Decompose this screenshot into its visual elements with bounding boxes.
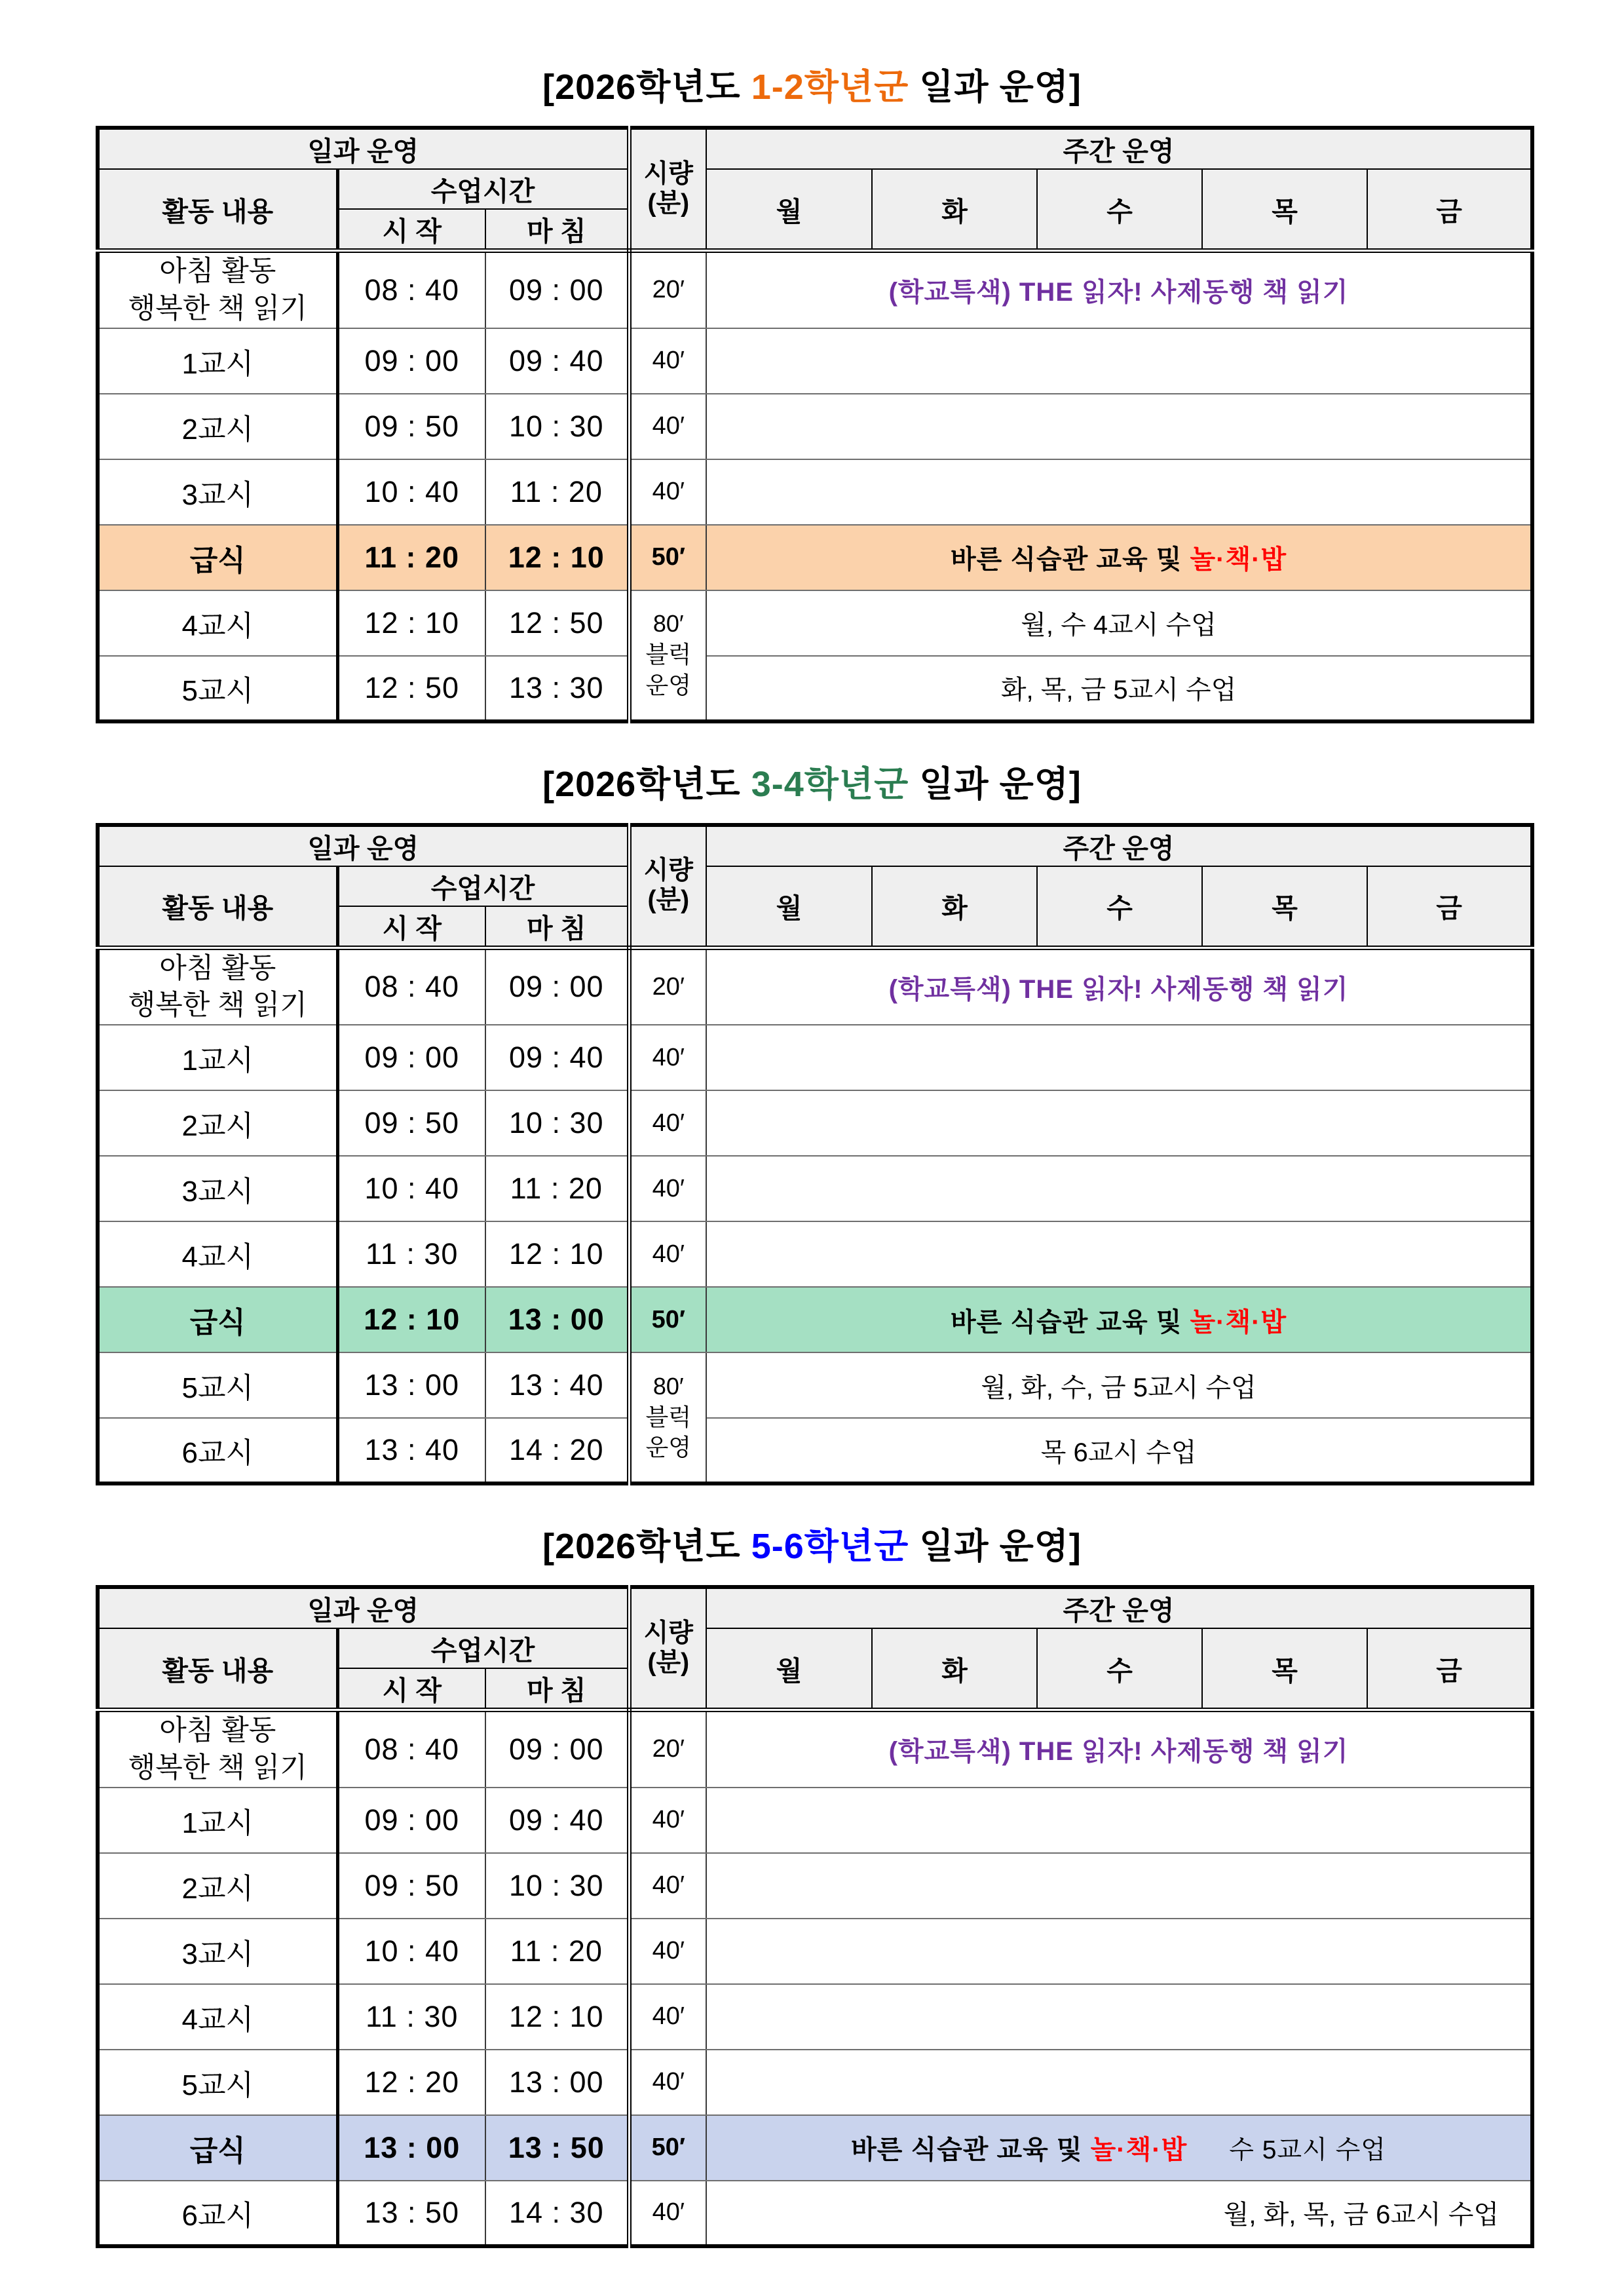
end-time: 13 : 50: [485, 2115, 629, 2181]
header-daily-operation: 일과 운영: [98, 1587, 629, 1628]
header-activity: 활동 내용: [98, 1628, 337, 1710]
table-row: [98, 1710, 1532, 1788]
header-day-thu: 목: [1202, 169, 1367, 251]
weekly-empty-cell: [706, 459, 1532, 525]
duration: 20′: [629, 251, 706, 328]
table-row: [98, 251, 1532, 328]
start-time: 12 : 20: [337, 2050, 485, 2115]
header-duration-line2: (분): [647, 886, 690, 914]
block-duration: 80′: [652, 610, 684, 638]
title-accent-grade-3-4: 3-4학년군: [751, 764, 909, 804]
table-row: [98, 1628, 1532, 1668]
lunch-label: 급식: [98, 1287, 337, 1352]
weekly-lunch-note: [706, 1287, 1532, 1352]
start-time: 09 : 00: [337, 1025, 485, 1090]
header-weekly-operation: 주간 운영: [706, 1587, 1532, 1628]
end-time: 13 : 30: [485, 656, 629, 721]
header-day-mon: 월: [706, 169, 872, 251]
start-time: 13 : 50: [337, 2181, 485, 2246]
end-time: 09 : 40: [485, 1788, 629, 1853]
end-time: 12 : 10: [485, 1984, 629, 2050]
header-end: 마 침: [485, 906, 629, 948]
table-row-lunch: [98, 1287, 1532, 1352]
end-time: 13 : 00: [485, 2050, 629, 2115]
lunch-education-text: 바른 식습관 교육 및: [851, 2135, 1091, 2164]
schedule-table-grade-3-4: [96, 823, 1534, 1486]
end-time: 14 : 30: [485, 2181, 629, 2246]
period-label: [98, 251, 337, 328]
header-day-wed: 수: [1037, 169, 1202, 251]
header-activity: 활동 내용: [98, 169, 337, 251]
table-row-lunch: [98, 525, 1532, 590]
weekly-empty-cell: [706, 2050, 1532, 2115]
weekly-note: 목 6교시 수업: [706, 1418, 1532, 1483]
header-day-tue: 화: [872, 169, 1037, 251]
header-day-tue: 화: [872, 866, 1037, 948]
period-label: 4교시: [98, 1984, 337, 2050]
duration: 40′: [629, 1853, 706, 1919]
start-time: 12 : 10: [337, 590, 485, 656]
weekly-lunch-note: [706, 525, 1532, 590]
end-time: 12 : 50: [485, 590, 629, 656]
lunch-education-text: 바른 식습관 교육 및: [950, 1307, 1190, 1337]
start-time: 12 : 50: [337, 656, 485, 721]
header-start: 시 작: [337, 906, 485, 948]
weekly-empty-cell: [706, 1025, 1532, 1090]
start-time: 09 : 50: [337, 394, 485, 459]
period-label: 2교시: [98, 394, 337, 459]
table-row: [98, 590, 1532, 656]
period-label: 1교시: [98, 328, 337, 394]
end-time: 09 : 40: [485, 1025, 629, 1090]
title-accent-grade-5-6: 5-6학년군: [751, 1527, 909, 1566]
start-time: 08 : 40: [337, 947, 485, 1025]
header-day-thu: 목: [1202, 866, 1367, 948]
weekly-empty-cell: [706, 1984, 1532, 2050]
end-time: 13 : 40: [485, 1352, 629, 1418]
lunch-highlight-text: 놀·책·밥: [1190, 545, 1287, 574]
duration: 40′: [629, 328, 706, 394]
page-title-grade-5-6: [0, 1525, 1624, 1568]
period-label: 4교시: [98, 1221, 337, 1287]
block-duration: 80′: [652, 1372, 684, 1400]
period-label: 6교시: [98, 2181, 337, 2246]
header-duration-minutes: [629, 1587, 706, 1710]
duration: 40′: [629, 1984, 706, 2050]
table-row: [98, 1853, 1532, 1919]
period-label: [98, 1710, 337, 1788]
weekly-note: 월, 화, 목, 금 6교시 수업: [706, 2181, 1532, 2246]
header-start: 시 작: [337, 1668, 485, 1710]
header-day-fri: 금: [1367, 1628, 1532, 1710]
duration: 40′: [629, 1919, 706, 1984]
start-time: 08 : 40: [337, 251, 485, 328]
block-word1: 블럭: [645, 641, 692, 668]
table-row: [98, 866, 1532, 906]
table-row: [98, 1788, 1532, 1853]
table-row: [98, 128, 1532, 169]
header-duration-line1: 시량: [643, 1618, 693, 1647]
period-label-line1: 아침 활동: [159, 952, 276, 984]
header-day-mon: 월: [706, 1628, 872, 1710]
title-prefix: [2026학년도: [542, 67, 751, 107]
duration: 20′: [629, 947, 706, 1025]
header-weekly-operation: 주간 운영: [706, 128, 1532, 169]
period-label: 3교시: [98, 459, 337, 525]
end-time: 12 : 10: [485, 525, 629, 590]
table-row: [98, 1352, 1532, 1418]
period-label-line2: 행복한 책 읽기: [128, 989, 307, 1022]
header-day-wed: 수: [1037, 866, 1202, 948]
duration: 50′: [629, 1287, 706, 1352]
weekly-note: 월, 수 4교시 수업: [706, 590, 1532, 656]
period-label: 3교시: [98, 1919, 337, 1984]
period-label: 1교시: [98, 1788, 337, 1853]
title-prefix: [2026학년도: [542, 764, 751, 804]
header-duration-line2: (분): [647, 189, 690, 218]
header-activity: 활동 내용: [98, 866, 337, 948]
header-duration-minutes: [629, 825, 706, 948]
end-time: 09 : 40: [485, 328, 629, 394]
weekly-empty-cell: [706, 1919, 1532, 1984]
start-time: 13 : 00: [337, 1352, 485, 1418]
header-duration-line2: (분): [647, 1648, 690, 1677]
header-day-mon: 월: [706, 866, 872, 948]
weekly-empty-cell: [706, 1853, 1532, 1919]
schedule-table-grade-1-2: [96, 126, 1534, 723]
block-word1: 블럭: [645, 1403, 692, 1430]
start-time: 10 : 40: [337, 1156, 485, 1221]
start-time: 09 : 00: [337, 1788, 485, 1853]
table-row: [98, 1025, 1532, 1090]
start-time: 11 : 20: [337, 525, 485, 590]
header-day-fri: 금: [1367, 866, 1532, 948]
header-daily-operation: 일과 운영: [98, 128, 629, 169]
table-row: [98, 1984, 1532, 2050]
page-title-grade-1-2: [0, 0, 1624, 109]
duration: 40′: [629, 1788, 706, 1853]
table-row: [98, 2181, 1532, 2246]
header-daily-operation: 일과 운영: [98, 825, 629, 866]
duration-block-cell: [629, 590, 706, 721]
table-row: [98, 2050, 1532, 2115]
header-end: 마 침: [485, 1668, 629, 1710]
duration: 40′: [629, 2050, 706, 2115]
duration: 40′: [629, 1221, 706, 1287]
table-row: [98, 169, 1532, 209]
table-row: [98, 1090, 1532, 1156]
weekly-note: 화, 목, 금 5교시 수업: [706, 656, 1532, 721]
start-time: 09 : 50: [337, 1090, 485, 1156]
end-time: 09 : 00: [485, 947, 629, 1025]
start-time: 12 : 10: [337, 1287, 485, 1352]
weekly-empty-cell: [706, 1788, 1532, 1853]
header-class-time: 수업시간: [337, 1628, 629, 1668]
start-time: 10 : 40: [337, 459, 485, 525]
weekly-empty-cell: [706, 394, 1532, 459]
table-row: [98, 1221, 1532, 1287]
period-label: 5교시: [98, 2050, 337, 2115]
title-suffix: 일과 운영]: [909, 67, 1082, 107]
end-time: 10 : 30: [485, 1853, 629, 1919]
header-duration-line1: 시량: [643, 159, 693, 188]
end-time: 09 : 00: [485, 251, 629, 328]
lunch-highlight-text: 놀·책·밥: [1190, 1307, 1287, 1337]
header-class-time: 수업시간: [337, 866, 629, 906]
period-label-line2: 행복한 책 읽기: [128, 292, 307, 324]
period-label: 3교시: [98, 1156, 337, 1221]
header-day-fri: 금: [1367, 169, 1532, 251]
weekly-reading-program: (학교특색) THE 읽자! 사제동행 책 읽기: [706, 1710, 1532, 1788]
period-label-line2: 행복한 책 읽기: [128, 1751, 307, 1784]
period-label: 5교시: [98, 1352, 337, 1418]
header-end: 마 침: [485, 209, 629, 251]
end-time: 09 : 00: [485, 1710, 629, 1788]
lunch-weekly-note: 수 5교시 수업: [1229, 2136, 1386, 2164]
lunch-label: 급식: [98, 525, 337, 590]
period-label: 1교시: [98, 1025, 337, 1090]
table-row-lunch: [98, 2115, 1532, 2181]
table-row: [98, 825, 1532, 866]
duration: 40′: [629, 1156, 706, 1221]
end-time: 10 : 30: [485, 1090, 629, 1156]
lunch-education-text: 바른 식습관 교육 및: [950, 545, 1190, 574]
table-row: [98, 1418, 1532, 1483]
duration: 50′: [629, 2115, 706, 2181]
header-duration-minutes: [629, 128, 706, 251]
header-day-thu: 목: [1202, 1628, 1367, 1710]
duration: 50′: [629, 525, 706, 590]
weekly-reading-program: (학교특색) THE 읽자! 사제동행 책 읽기: [706, 251, 1532, 328]
duration: 20′: [629, 1710, 706, 1788]
title-suffix: 일과 운영]: [909, 764, 1082, 804]
table-row: [98, 394, 1532, 459]
weekly-note: 월, 화, 수, 금 5교시 수업: [706, 1352, 1532, 1418]
end-time: 11 : 20: [485, 1919, 629, 1984]
weekly-empty-cell: [706, 1156, 1532, 1221]
duration: 40′: [629, 1025, 706, 1090]
duration: 40′: [629, 2181, 706, 2246]
period-label: [98, 947, 337, 1025]
period-label-line1: 아침 활동: [159, 256, 276, 287]
table-row: [98, 459, 1532, 525]
table-row: [98, 1587, 1532, 1628]
start-time: 11 : 30: [337, 1984, 485, 2050]
title-prefix: [2026학년도: [542, 1527, 751, 1566]
duration-block-cell: [629, 1352, 706, 1483]
header-start: 시 작: [337, 209, 485, 251]
weekly-empty-cell: [706, 1090, 1532, 1156]
page-title-grade-3-4: [0, 763, 1624, 806]
start-time: 13 : 00: [337, 2115, 485, 2181]
lunch-label: 급식: [98, 2115, 337, 2181]
duration: 40′: [629, 459, 706, 525]
table-row: [98, 1919, 1532, 1984]
table-row: [98, 947, 1532, 1025]
end-time: 13 : 00: [485, 1287, 629, 1352]
table-row: [98, 1156, 1532, 1221]
period-label: 5교시: [98, 656, 337, 721]
header-weekly-operation: 주간 운영: [706, 825, 1532, 866]
table-row: [98, 656, 1532, 721]
period-label: 2교시: [98, 1853, 337, 1919]
weekly-reading-program: (학교특색) THE 읽자! 사제동행 책 읽기: [706, 947, 1532, 1025]
end-time: 11 : 20: [485, 459, 629, 525]
header-day-wed: 수: [1037, 1628, 1202, 1710]
table-row: [98, 328, 1532, 394]
lunch-highlight-text: 놀·책·밥: [1090, 2135, 1188, 2164]
end-time: 11 : 20: [485, 1156, 629, 1221]
header-day-tue: 화: [872, 1628, 1037, 1710]
start-time: 13 : 40: [337, 1418, 485, 1483]
period-label-line1: 아침 활동: [159, 1715, 276, 1746]
block-word2: 운영: [645, 1434, 692, 1461]
duration: 40′: [629, 394, 706, 459]
start-time: 11 : 30: [337, 1221, 485, 1287]
weekly-empty-cell: [706, 1221, 1532, 1287]
end-time: 14 : 20: [485, 1418, 629, 1483]
header-duration-line1: 시량: [643, 856, 693, 885]
period-label: 4교시: [98, 590, 337, 656]
start-time: 08 : 40: [337, 1710, 485, 1788]
start-time: 09 : 00: [337, 328, 485, 394]
weekly-lunch-note: [706, 2115, 1532, 2181]
title-accent-grade-1-2: 1-2학년군: [751, 67, 909, 107]
period-label: 6교시: [98, 1418, 337, 1483]
period-label: 2교시: [98, 1090, 337, 1156]
end-time: 10 : 30: [485, 394, 629, 459]
start-time: 10 : 40: [337, 1919, 485, 1984]
schedule-table-grade-5-6: [96, 1585, 1534, 2248]
start-time: 09 : 50: [337, 1853, 485, 1919]
end-time: 12 : 10: [485, 1221, 629, 1287]
header-class-time: 수업시간: [337, 169, 629, 209]
duration: 40′: [629, 1090, 706, 1156]
weekly-empty-cell: [706, 328, 1532, 394]
block-word2: 운영: [645, 671, 692, 698]
title-suffix: 일과 운영]: [909, 1527, 1082, 1566]
